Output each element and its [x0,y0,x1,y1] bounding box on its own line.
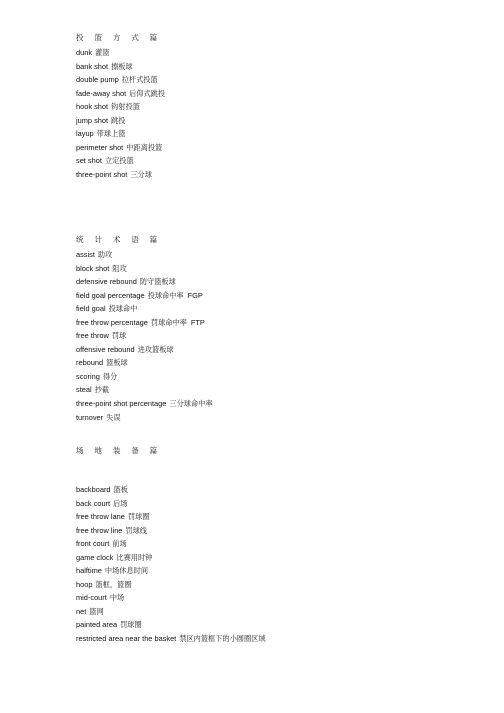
term-chinese: 投球命中率 [147,290,184,300]
term-entry [76,275,496,289]
term-chinese: 得分 [102,371,118,381]
term-english: assist [76,250,95,259]
term-entry [76,127,496,141]
term-entry [76,564,496,578]
term-list [76,248,496,424]
term-english: painted area [76,620,118,630]
term-entry [76,248,496,262]
term-english: free throw lane [76,512,125,522]
term-chinese: 后仰式跳投 [129,88,166,98]
term-chinese: 后场 [113,498,128,508]
term-chinese: 钩射投篮 [111,102,140,112]
term-chinese: 比赛用时钟 [116,552,153,562]
term-entry [76,383,496,397]
term-english: back court [76,498,111,508]
term-english: field goal [76,304,106,314]
term-chinese: 擦板球 [111,61,133,71]
term-chinese: 阻攻 [112,263,127,273]
term-chinese: 罚球命中率 [150,317,187,327]
term-chinese: 罚球圈 [120,620,142,630]
term-chinese: 篮板 [113,485,128,494]
term-english: net [76,606,87,616]
term-english: double pump [76,75,119,85]
term-list [76,46,496,181]
term-english: offensive rebound [76,344,135,354]
term-entry [76,262,496,276]
term-chinese: 带球上篮 [96,129,126,139]
term-entry [76,168,496,182]
section-statistics [76,234,496,424]
term-english: mid-court [76,593,107,603]
term-english: bank shot [76,61,109,71]
term-chinese: 中场 [109,593,125,603]
term-english: defensive rebound [76,277,137,287]
term-entry [76,397,496,411]
term-entry [76,46,496,60]
section-heading: 场 地 装 备 篇 [76,446,162,455]
term-chinese: 投球命中 [108,304,138,314]
term-list [76,483,496,646]
term-abbreviation: FTP [190,317,205,327]
term-chinese: 进攻篮板球 [137,344,174,354]
term-english: field goal percentage [76,290,145,300]
term-english: halftime [76,566,102,576]
term-chinese: 三分球 [130,169,152,179]
term-english: free throw [76,331,109,341]
term-english: free throw percentage [76,317,148,327]
term-english: three-point shot [76,169,128,179]
term-entry [76,370,496,384]
term-chinese: 前场 [112,539,127,549]
term-chinese: 抄截 [94,385,110,395]
term-english: backboard [76,485,111,494]
term-entry [76,302,496,316]
term-entry [76,483,496,497]
term-english: restricted area near the basket [76,634,177,644]
term-chinese: 篮板球 [106,358,128,368]
term-chinese: 拉杆式投篮 [121,75,158,85]
term-english: layup [76,129,94,139]
term-entry [76,114,496,128]
term-entry [76,551,496,565]
term-chinese: 罚球圈 [127,512,150,522]
term-entry [76,497,496,511]
term-chinese: 篮框，篮圈 [95,579,132,589]
term-chinese: 罚球线 [125,525,147,535]
term-english: block shot [76,263,110,273]
term-entry [76,154,496,168]
term-english: fade-away shot [76,88,127,98]
term-entry [76,73,496,87]
term-english: steal [76,385,92,395]
section-shooting [76,32,496,181]
term-entry [76,510,496,524]
section-court-equipment [76,445,496,646]
term-entry [76,537,496,551]
term-chinese: 中场休息时间 [104,566,149,576]
term-chinese: 禁区内篮框下的小圆圈区域 [179,634,266,644]
term-entry [76,591,496,605]
term-english: front court [76,539,110,549]
term-entry [76,289,496,303]
term-entry [76,618,496,632]
term-entry [76,60,496,74]
term-english: set shot [76,156,102,166]
term-chinese: 灌篮 [95,48,110,57]
term-english: rebound [76,358,104,368]
term-chinese: 罚球 [111,331,127,341]
section-heading: 统 计 术 语 篇 [76,235,162,244]
term-chinese: 三分球命中率 [169,399,213,409]
term-english: perimeter shot [76,142,124,152]
term-english: hook shot [76,102,109,112]
term-english: free throw line [76,525,123,535]
section-heading: 投 篮 方 式 篇 [76,33,162,42]
term-english: scoring [76,371,100,381]
term-english: jump shot [76,115,109,125]
term-entry [76,356,496,370]
term-entry [76,316,496,330]
term-entry [76,578,496,592]
term-english: three-point shot percentage [76,399,167,409]
term-entry [76,343,496,357]
term-english: turnover [76,412,104,422]
term-entry [76,605,496,619]
term-entry [76,87,496,101]
term-english: game clock [76,552,114,562]
term-chinese: 失误 [106,412,121,422]
term-english: hoop [76,579,93,589]
term-entry [76,411,496,425]
term-chinese: 跳投 [111,115,126,125]
term-chinese: 篮网 [89,606,104,616]
term-chinese: 防守篮板球 [139,277,176,287]
term-chinese: 助攻 [97,250,113,259]
term-chinese: 中距离投篮 [126,142,163,152]
term-english: dunk [76,48,93,57]
term-entry [76,141,496,155]
term-abbreviation: FGP [187,290,203,300]
term-chinese: 立定投篮 [104,156,134,166]
term-entry [76,100,496,114]
term-entry [76,632,496,646]
term-entry [76,524,496,538]
term-entry [76,329,496,343]
